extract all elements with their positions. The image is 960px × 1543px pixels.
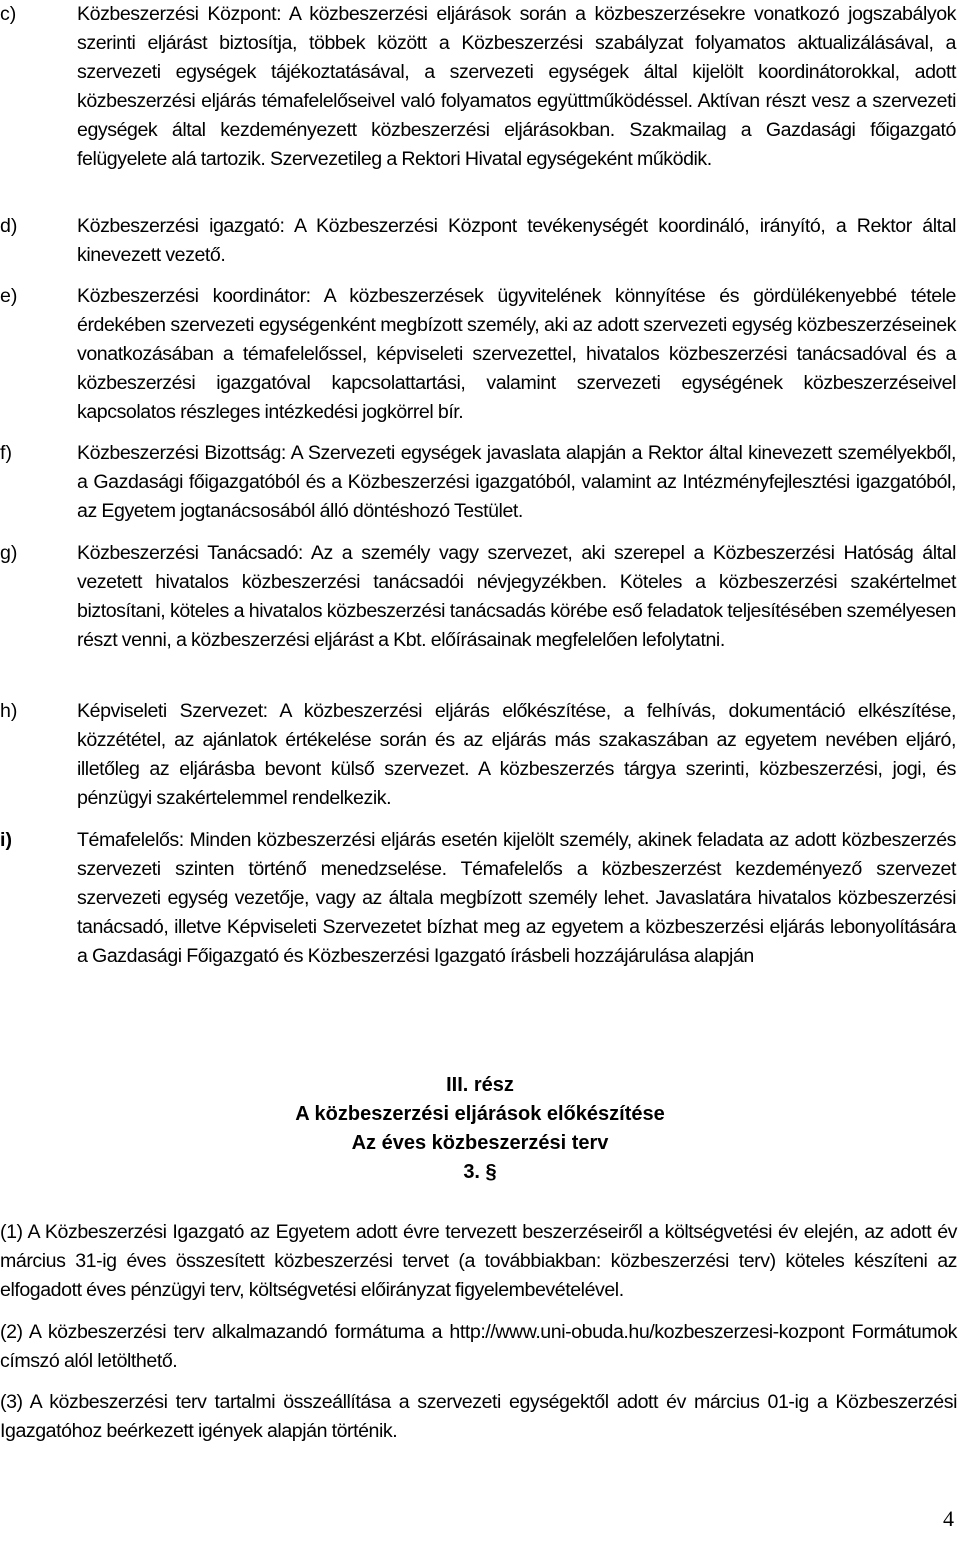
definition-g xyxy=(0,539,958,655)
definition-c xyxy=(0,0,958,174)
definition-label: e) xyxy=(0,285,18,307)
paragraph-mark: 3. § xyxy=(463,1161,497,1183)
definition-text: Közbeszerzési Központ: A közbeszerzési eljárások során a közbeszerzésekre vonatkozó jogszabályok szerinti eljárást biztosítja, többek között a Közbeszerzési szabályzat folyamatos aktualizálásával, a szervezeti egységek tájékoztatásával, a szervezeti egységek által kijelölt koordinátorokkal, adott közbeszerzési eljárás témafelelőseivel való folyamatos együttműködéssel. Aktívan részt vesz a szervezeti egységek által kezdeményezett közbeszerzési eljárásokban. Szakmailag a Gazdasági főigazgató felügyelete alá tartozik. Szervezetileg a Rektori Hivatal egységeként működik. xyxy=(77,3,956,170)
definition-e xyxy=(0,282,958,427)
paragraph-1: (1) A Közbeszerzési Igazgató az Egyetem adott évre tervezett beszerzéseiről a költségvetési év elején, az adott év március 31-ig éves összesített közbeszerzési tervet (a továbbiakban: közbeszerzési terv) köteles készíteni az elfogadott éves pénzügyi terv, költségvetési előirányzat figyelembevételével. xyxy=(0,1221,957,1301)
definition-label: g) xyxy=(0,542,18,564)
definition-text: Témafelelős: Minden közbeszerzési eljárás esetén kijelölt személy, akinek feladata az adott közbeszerzés szervezeti szinten történő menedzselése. Témafelelős a közbeszerzést kezdeményező szervezet szervezeti egység vezetője, vagy az általa megbízott személy lehet. Javaslatára hivatalos közbeszerzési tanácsadó, illetve Képviseleti Szervezetet bízhat meg az egyetem a közbeszerzési eljárás lebonyolítására a Gazdasági Főigazgató és Közbeszerzési Igazgató írásbeli hozzájárulása alapján xyxy=(77,829,956,967)
definition-label: c) xyxy=(0,3,17,25)
definition-label: f) xyxy=(0,442,12,464)
definition-label: i) xyxy=(0,829,12,851)
definition-text: Képviseleti Szervezet: A közbeszerzési eljárás előkészítése, a felhívás, dokumentáció elkészítése, közzététel, az ajánlatok értékelése során és az eljárás más szakaszában az egyetem nevében eljáró, illetőleg az eljárásba bevont külső szervezet. A közbeszerzés tárgya szerinti, közbeszerzési, jogi, és pénzügyi szakértelemmel rendelkezik. xyxy=(77,700,956,809)
section-title: A közbeszerzési eljárások előkészítése xyxy=(295,1103,665,1125)
definition-d xyxy=(0,212,958,270)
section-subtitle: Az éves közbeszerzési terv xyxy=(351,1132,609,1154)
definition-text: Közbeszerzési Bizottság: A Szervezeti egységek javaslata alapján a Rektor által kinevezett személyekből, a Gazdasági főigazgatóból és a Közbeszerzési igazgatóból, valamint az Intézményfejlesztési igazgatóból, az Egyetem jogtanácsosából álló döntéshozó Testület. xyxy=(77,442,956,522)
definition-text: Közbeszerzési igazgató: A Közbeszerzési Központ tevékenységét koordináló, irányító, a Rektor által kinevezett vezető. xyxy=(77,215,956,266)
definition-h xyxy=(0,697,958,813)
definition-text: Közbeszerzési Tanácsadó: Az a személy vagy szervezet, aki szerepel a Közbeszerzési Hatóság által vezetett hivatalos közbeszerzési tanácsadói névjegyzékben. Köteles a közbeszerzési szakértelmet biztosítani, köteles a hivatalos közbeszerzési tanácsadás körébe eső feladatok teljesítésében személyesen részt venni, a közbeszerzési eljárást a Kbt. előírásainak megfelelően lefolytatni. xyxy=(77,542,956,651)
definition-f xyxy=(0,439,958,526)
page-number: 4 xyxy=(943,1506,954,1531)
definition-label: d) xyxy=(0,215,18,237)
definition-text: Közbeszerzési koordinátor: A közbeszerzések ügyvitelének könnyítése és gördülékenyebbé tétele érdekében szervezeti egységenként megbízott személy, aki az adott szervezeti egység közbeszerzéseinek vonatkozásában a témafelelőssel, képviseleti szervezettel, hivatalos közbeszerzési tanácsadóval és a közbeszerzési igazgatóval kapcsolattartási, valamint szervezeti egységének közbeszerzéseivel kapcsolatos részleges intézkedési jogkörrel bír. xyxy=(77,285,956,423)
part-heading: III. rész xyxy=(446,1074,514,1096)
definition-i xyxy=(0,826,958,971)
paragraph-3: (3) A közbeszerzési terv tartalmi összeállítása a szervezeti egységektől adott év március 01-ig a Közbeszerzési Igazgatóhoz beérkezett igények alapján történik. xyxy=(0,1391,957,1442)
paragraph-2: (2) A közbeszerzési terv alkalmazandó formátuma a http://www.uni-obuda.hu/kozbeszerzesi-kozpont Formátumok címszó alól letölthető. xyxy=(0,1321,957,1372)
definition-label: h) xyxy=(0,700,18,722)
